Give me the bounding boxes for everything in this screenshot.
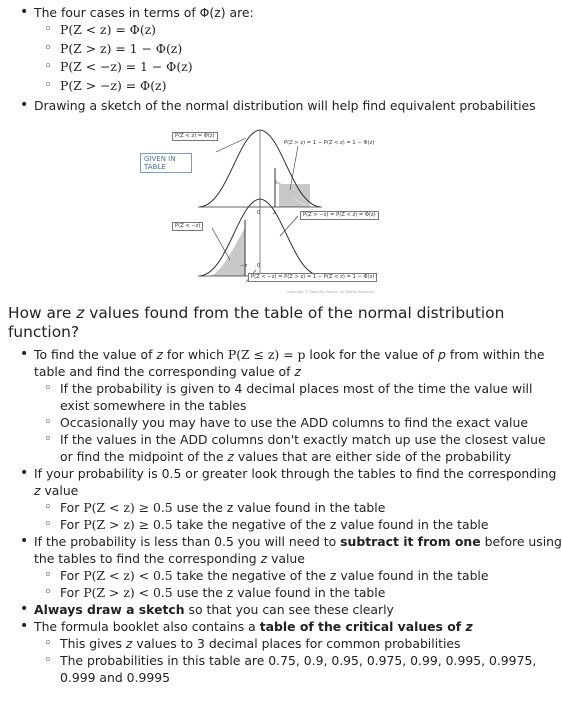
case-item: ◦ P(Z < −z) = 1 − Φ(z) xyxy=(0,58,562,77)
bullet-greater-half: • If your probability is 0.5 or greater look through the tables to find the corresponding z value xyxy=(0,465,562,499)
sub-bullet: ◦ For P(Z < z) < 0.5 take the negative of the z value found in the table xyxy=(0,567,562,584)
bullet-find-z: • To find the value of z for which P(Z ≤ z) = p look for the value of p from within the table and find the corresponding value of z xyxy=(0,346,562,380)
sub-bullet: ◦ If the probability is given to 4 decimal places most of the time the value will exist somewhere in the tables xyxy=(0,380,562,414)
sub-bullet: ◦ Occasionally you may have to use the ADD columns to find the exact value xyxy=(0,414,562,431)
normal-distribution-figure xyxy=(138,124,418,302)
cases-list xyxy=(0,4,562,114)
sketch-tip: • Drawing a sketch of the normal distribution will help find equivalent probabilities xyxy=(0,97,562,114)
sub-bullet: ◦ For P(Z < z) ≥ 0.5 use the z value found in the table xyxy=(0,499,562,516)
top-arrow-right xyxy=(290,146,298,190)
sub-bullet: ◦ For P(Z > z) < 0.5 use the z value found in the table xyxy=(0,584,562,601)
tick-neg-z-bottom: −z xyxy=(240,263,248,269)
tick-0-top: 0 xyxy=(257,210,261,216)
copyright-note: Copyright © Save My Exams. All Rights Reserved xyxy=(286,290,375,294)
method-list xyxy=(0,346,562,686)
case-item: ◦ P(Z < z) = Φ(z) xyxy=(0,21,562,40)
tick-0-bottom: 0 xyxy=(257,263,261,269)
given-in-table-label: GIVEN IN TABLE xyxy=(140,153,192,173)
label-p-z-greater-z: P(Z > z) = 1 − P(Z < z) = 1 − Φ(z) xyxy=(284,140,375,146)
label-p-z-less-neg-z: P(Z < −z) xyxy=(172,222,203,231)
label-bottom-identity: P(Z < −z) = P(Z > z) = 1 − P(Z < z) = 1 − Φ(z) xyxy=(248,273,377,282)
bottom-arrow-left xyxy=(212,228,230,260)
sub-bullet: ◦ The probabilities in this table are 0.75, 0.9, 0.95, 0.975, 0.99, 0.995, 0.9975, 0.999 and 0.9995 xyxy=(0,652,562,686)
sub-bullet: ◦ For P(Z > z) ≥ 0.5 take the negative of the z value found in the table xyxy=(0,516,562,533)
cases-intro: • The four cases in terms of Φ(z) are: xyxy=(0,4,562,21)
label-p-z-less-z: P(Z < z) = Φ(z) xyxy=(172,132,218,141)
bullet-less-half: • If the probability is less than 0.5 you will need to subtract it from one before using the tables to find the corresponding z value xyxy=(0,533,562,567)
label-p-z-greater-neg-z: P(Z > −z) = P(Z < z) = Φ(z) xyxy=(300,211,379,220)
bullet-draw-sketch: • Always draw a sketch so that you can see these clearly xyxy=(0,601,562,618)
sub-bullet: ◦ If the values in the ADD columns don't exactly match up use the closest value or find the midpoint of the z values that are either side of the probability xyxy=(0,431,562,465)
case-item: ◦ P(Z > z) = 1 − Φ(z) xyxy=(0,40,562,59)
section-heading: How are z values found from the table of the normal distribution function? xyxy=(8,304,505,341)
case-item: ◦ P(Z > −z) = Φ(z) xyxy=(0,77,562,96)
tick-z-top: z xyxy=(273,210,276,216)
bullet-critical-values: • The formula booklet also contains a table of the critical values of z xyxy=(0,618,562,635)
sub-bullet: ◦ This gives z values to 3 decimal places for common probabilities xyxy=(0,635,562,652)
